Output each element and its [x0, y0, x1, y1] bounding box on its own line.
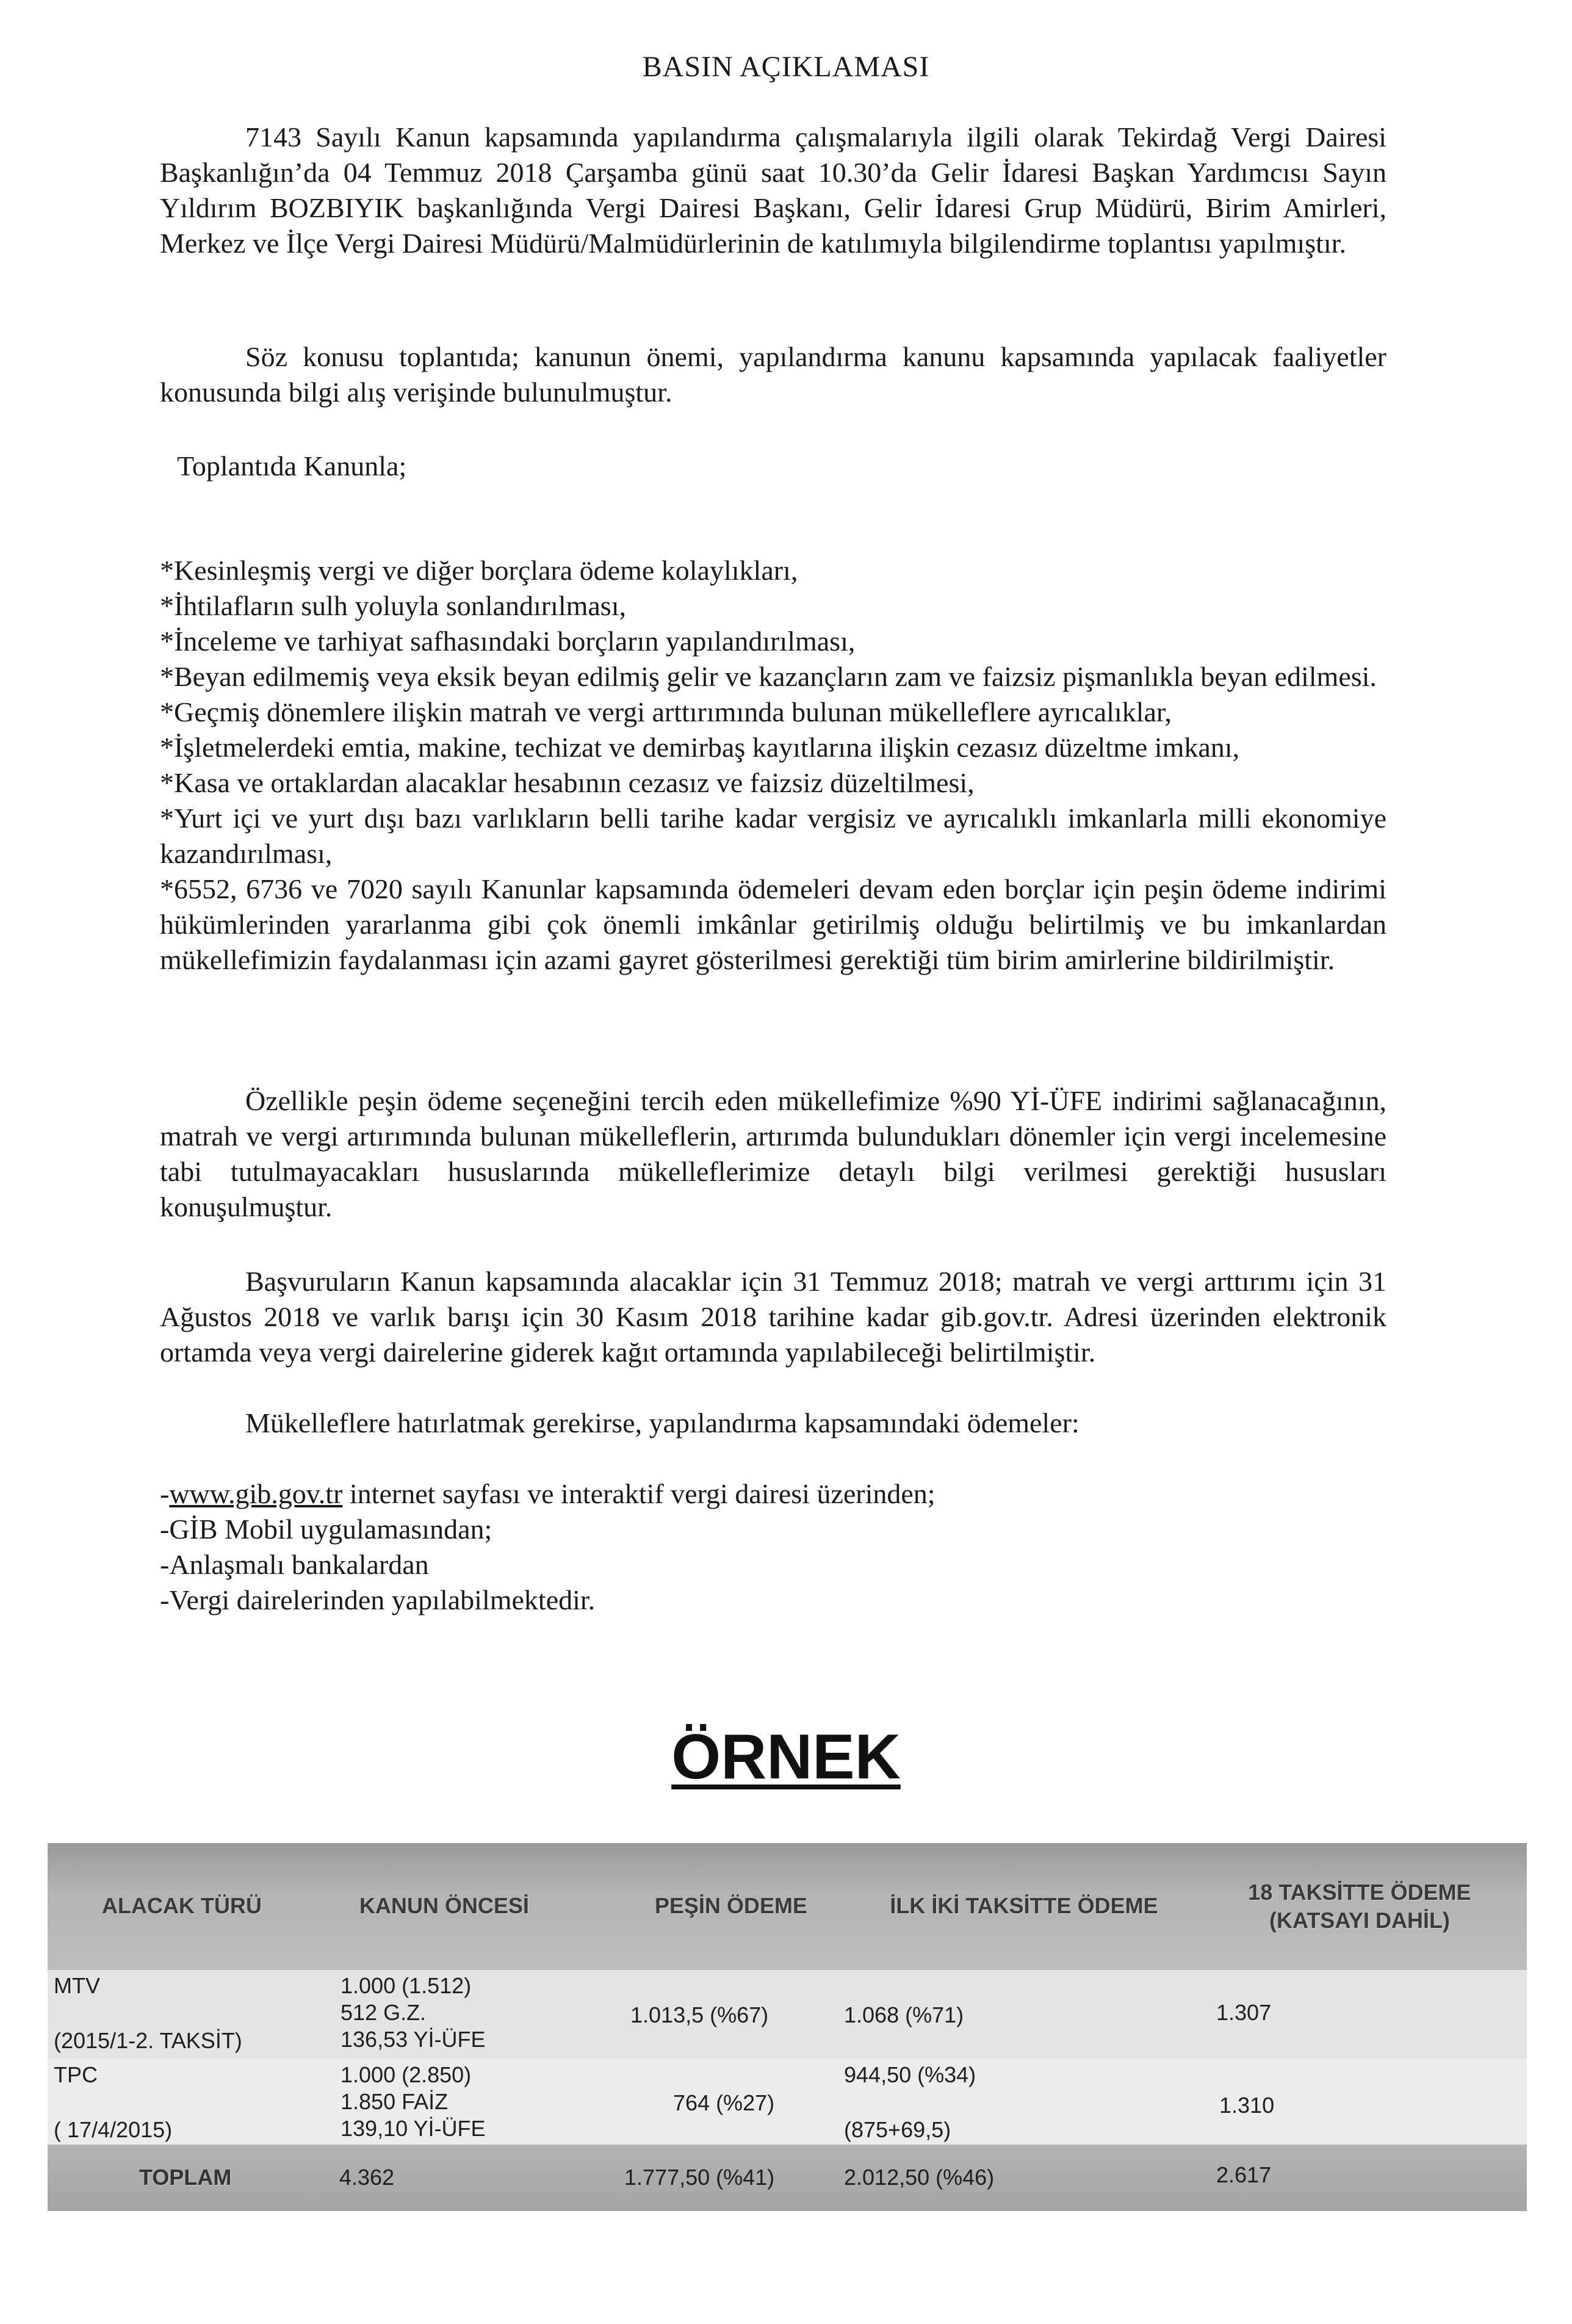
header-alacak-turu: ALACAK TÜRÜ: [102, 1893, 262, 1918]
table-body: [48, 1970, 1527, 2145]
cell-pesin-odeme: 764 (%27): [673, 2090, 775, 2115]
total-label: TOPLAM: [139, 2165, 232, 2190]
header-ilk-iki-taksit: İLK İKİ TAKSİTTE ÖDEME: [890, 1893, 1158, 1918]
list-item: *Yurt içi ve yurt dışı bazı varlıkların belli tarihe kadar vergisiz ve ayrıcalıklı imkanlarla milli ekonomiye kazandırılması,: [160, 803, 1386, 869]
list-item: *Kasa ve ortaklardan alacaklar hesabının cezasız ve faizsiz düzeltilmesi,: [160, 767, 975, 798]
cell-kanun-oncesi: 1.850 FAİZ: [341, 2089, 449, 2114]
cell-ilk-iki-taksit: 944,50 (%34): [844, 2062, 976, 2087]
list-item: -Anlaşmalı bankalardan: [160, 1549, 429, 1580]
cell-18-taksit: 1.307: [1216, 2000, 1272, 2025]
paragraph-text: 7143 Sayılı Kanun kapsamında yapılandırma çalışmalarıyla ilgili olarak Tekirdağ Vergi Dairesi Başkanlığın’da 04 Temmuz 2018 Çarşamba günü saat 10.30’da Gelir İdaresi Başkan Yardımcısı Sayın Yıldırım BOZBIYIK başkanlığında Vergi Dairesi Başkanı, Gelir İdaresi Grup Müdürü, Birim Amirleri, Merkez ve İlçe Vergi Dairesi Müdürü/Malmüdürlerinin de katılımıyla bilgilendirme toplantısı yapılmıştır.: [160, 121, 1386, 259]
list-item: -GİB Mobil uygulamasından;: [160, 1514, 492, 1545]
total-18-taksit: 2.617: [1216, 2162, 1272, 2187]
list-item: *6552, 6736 ve 7020 sayılı Kanunlar kapsamında ödemeleri devam eden borçlar için peşin ödeme indirimi hükümlerinden yararlanma gibi çok önemli imkânlar getirilmiş olduğu belirtilmiş ve bu imkanlardan mükellefimizin faydalanması için azami gayret gösterilmesi gerektiği tüm birim amirlerine bildirilmiştir.: [160, 873, 1386, 975]
cell-kanun-oncesi: 1.000 (1.512): [341, 1973, 472, 1998]
cell-type: TPC: [54, 2062, 98, 2087]
paragraph-meeting: [160, 120, 1386, 261]
cell-kanun-oncesi: 136,53 Yİ-ÜFE: [341, 2027, 486, 2052]
paragraph-text: Mükelleflere hatırlatmak gerekirse, yapılandırma kapsamındaki ödemeler:: [245, 1407, 1080, 1438]
example-heading: ÖRNEK: [671, 1722, 901, 1792]
document-title: BASIN AÇIKLAMASI: [642, 51, 930, 83]
example-table: [48, 1843, 1527, 2211]
header-kanun-oncesi: KANUN ÖNCESİ: [359, 1893, 529, 1918]
table-total-row: [48, 2145, 1527, 2211]
total-ilk-iki-taksit: 2.012,50 (%46): [844, 2165, 995, 2190]
list-item: *Kesinleşmiş vergi ve diğer borçlara ödeme kolaylıkları,: [160, 555, 798, 586]
list-item: *Geçmiş dönemlere ilişkin matrah ve vergi arttırımında bulunan mükelleflere ayrıcalıklar,: [160, 696, 1172, 727]
list-item: -Vergi dairelerinden yapılabilmektedir.: [160, 1584, 596, 1615]
cell-type-detail: (2015/1-2. TAKSİT): [54, 2028, 242, 2053]
table-row: [48, 2059, 1527, 2145]
paragraph-text: Söz konusu toplantıda; kanunun önemi, yapılandırma kanunu kapsamında yapılacak faaliyetler konusunda bilgi alış verişinde bulunulmuştur.: [160, 341, 1386, 408]
cell-18-taksit: 1.310: [1219, 2093, 1275, 2118]
paragraph-deadlines: [160, 1264, 1386, 1370]
header-18-taksit-line1: 18 TAKSİTTE ÖDEME: [1248, 1880, 1471, 1905]
header-pesin-odeme: PEŞİN ÖDEME: [654, 1893, 808, 1918]
gib-website-link[interactable]: www.gib.gov.tr: [169, 1478, 343, 1509]
cell-type: MTV: [54, 1973, 100, 1998]
cell-ilk-iki-taksit: 1.068 (%71): [844, 2002, 964, 2027]
cell-kanun-oncesi: 512 G.Z.: [341, 2000, 427, 2025]
list-item: *İhtilafların sulh yoluyla sonlandırılması,: [160, 590, 626, 621]
paragraph-law-intro: [160, 449, 1386, 484]
cell-kanun-oncesi: 1.000 (2.850): [341, 2062, 472, 2087]
list-item: *İşletmelerdeki emtia, makine, techizat ve demirbaş kayıtlarına ilişkin cezasız düzeltme imkanı,: [160, 732, 1240, 763]
paragraph-text: Başvuruların Kanun kapsamında alacaklar için 31 Temmuz 2018; matrah ve vergi arttırımı için 31 Ağustos 2018 ve varlık barışı için 30 Kasım 2018 tarihine kadar gib.gov.tr. Adresi üzerinden elektronik ortamda veya vergi dairelerine giderek kağıt ortamında yapılabileceği belirtilmiştir.: [160, 1266, 1386, 1368]
cell-pesin-odeme: 1.013,5 (%67): [630, 2002, 769, 2027]
dash-prefix: -: [160, 1478, 170, 1509]
payment-channels-list: [160, 1441, 1386, 1618]
list-item-text: internet sayfası ve interaktif vergi dairesi üzerinden;: [342, 1478, 936, 1509]
paragraph-discussion: [160, 339, 1386, 410]
cell-ilk-iki-taksit-detail: (875+69,5): [844, 2117, 951, 2142]
cell-kanun-oncesi: 139,10 Yİ-ÜFE: [341, 2116, 486, 2141]
paragraph-reminder: [160, 1406, 1386, 1441]
list-item: *İnceleme ve tarhiyat safhasındaki borçların yapılandırılması,: [160, 626, 856, 657]
total-kanun-oncesi: 4.362: [339, 2165, 395, 2190]
paragraph-text: Özellikle peşin ödeme seçeneğini tercih eden mükellefimize %90 Yİ-ÜFE indirimi sağlanacağının, matrah ve vergi artırımında bulunan mükelleflerin, artırımda bulundukları dönemler için vergi incelemesine tabi tutulmayacakları hususlarında mükelleflerimize detaylı bilgi verilmesi gerektiği hususları konuşulmuştur.: [160, 1085, 1386, 1222]
paragraph-text: Toplantıda Kanunla;: [177, 450, 407, 482]
paragraph-cash-payment: [160, 1083, 1386, 1225]
benefits-list: [160, 553, 1386, 978]
list-item: *Beyan edilmemiş veya eksik beyan edilmiş gelir ve kazançların zam ve faizsiz pişmanlıkla beyan edilmesi.: [160, 661, 1377, 692]
table-row: [48, 1970, 1527, 2059]
list-item: [160, 1476, 1386, 1512]
cell-type-detail: ( 17/4/2015): [54, 2117, 173, 2142]
total-pesin-odeme: 1.777,50 (%41): [624, 2165, 775, 2190]
header-18-taksit-line2: (KATSAYI DAHİL): [1269, 1908, 1450, 1933]
table-header: [48, 1843, 1527, 1970]
